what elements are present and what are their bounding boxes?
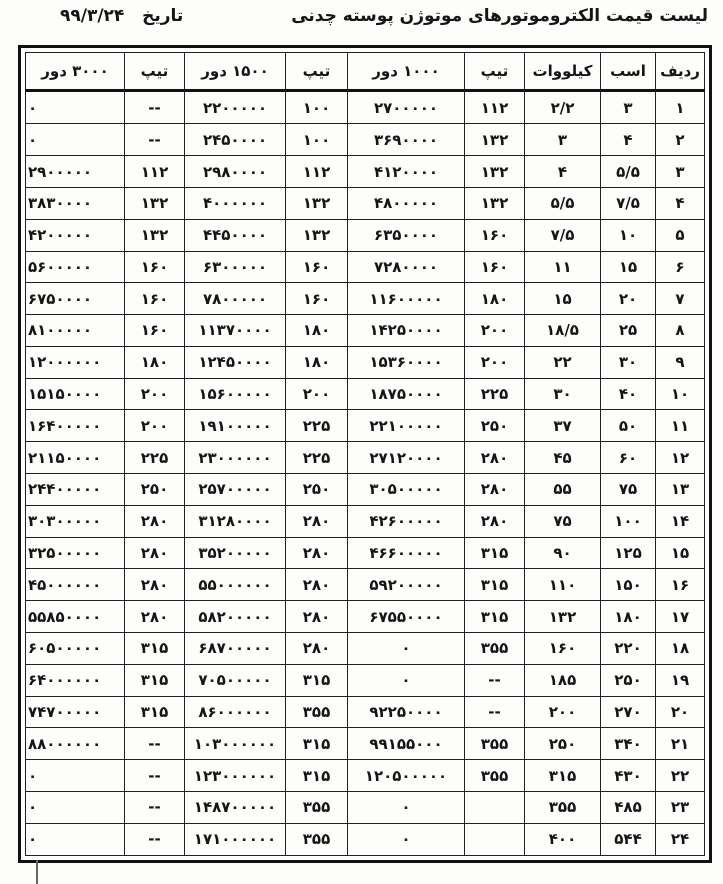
cell-row-index: ۳	[656, 156, 705, 188]
cell-frame-3000rpm: ۲۸۰	[125, 601, 185, 633]
cell-row-index: ۱۷	[656, 601, 705, 633]
cell-horsepower: ۲۰	[601, 283, 656, 315]
cell-frame-1000rpm: ۳۵۵	[465, 728, 525, 760]
cell-frame-1500rpm: ۲۰۰	[286, 378, 348, 410]
cell-price-1500rpm: ۶۳۰۰۰۰۰	[185, 251, 286, 283]
column-header-price-1500rpm: ۱۵۰۰ دور	[185, 53, 286, 91]
cell-row-index: ۱۲	[656, 442, 705, 474]
cell-kilowatt: ۴۵	[525, 442, 601, 474]
cell-horsepower: ۳	[601, 91, 656, 124]
cell-price-1000rpm: ۰	[348, 664, 465, 696]
cell-row-index: ۲۰	[656, 696, 705, 728]
table-row	[26, 442, 705, 474]
cell-frame-1000rpm: ۳۱۵	[465, 601, 525, 633]
cell-price-1000rpm: ۱۴۲۵۰۰۰۰	[348, 315, 465, 347]
cell-kilowatt: ۲۲	[525, 346, 601, 378]
cell-kilowatt: ۱۳۲	[525, 601, 601, 633]
cell-price-1000rpm: ۴۲۶۰۰۰۰۰	[348, 505, 465, 537]
cell-price-3000rpm: ۰	[26, 124, 125, 156]
cell-horsepower: ۷۵	[601, 474, 656, 506]
cell-horsepower: ۳۴۰	[601, 728, 656, 760]
cell-frame-3000rpm: --	[125, 823, 185, 855]
cell-price-1500rpm: ۸۶۰۰۰۰۰۰	[185, 696, 286, 728]
cell-price-3000rpm: ۸۸۰۰۰۰۰۰	[26, 728, 125, 760]
table-row	[26, 760, 705, 792]
cell-kilowatt: ۱۶۰	[525, 633, 601, 665]
table-row	[26, 315, 705, 347]
cell-kilowatt: ۹۰	[525, 537, 601, 569]
cell-price-1000rpm: ۱۵۳۶۰۰۰۰	[348, 346, 465, 378]
cell-frame-1500rpm: ۳۵۵	[286, 823, 348, 855]
cell-row-index: ۱۰	[656, 378, 705, 410]
table-row	[26, 124, 705, 156]
table-row	[26, 792, 705, 824]
cell-horsepower: ۱۸۰	[601, 601, 656, 633]
cell-frame-1000rpm: ۲۸۰	[465, 505, 525, 537]
cell-price-1500rpm: ۲۴۵۰۰۰۰	[185, 124, 286, 156]
cell-row-index: ۱	[656, 91, 705, 124]
table-row	[26, 219, 705, 251]
cell-price-1500rpm: ۳۱۲۸۰۰۰۰	[185, 505, 286, 537]
cell-frame-3000rpm: ۱۱۲	[125, 156, 185, 188]
cell-row-index: ۲۴	[656, 823, 705, 855]
cell-price-3000rpm: ۱۵۱۵۰۰۰۰	[26, 378, 125, 410]
cell-kilowatt: ۳۵۵	[525, 792, 601, 824]
cell-horsepower: ۴۸۵	[601, 792, 656, 824]
cell-kilowatt: ۷۵	[525, 505, 601, 537]
cell-kilowatt: ۳۰	[525, 378, 601, 410]
cell-price-1500rpm: ۱۹۱۰۰۰۰۰	[185, 410, 286, 442]
cell-price-1500rpm: ۲۵۷۰۰۰۰۰	[185, 474, 286, 506]
cell-frame-1500rpm: ۲۸۰	[286, 569, 348, 601]
cell-row-index: ۲۲	[656, 760, 705, 792]
cell-kilowatt: ۳	[525, 124, 601, 156]
cell-price-3000rpm: ۲۱۱۵۰۰۰۰	[26, 442, 125, 474]
cell-price-1500rpm: ۱۵۶۰۰۰۰۰	[185, 378, 286, 410]
table-row	[26, 474, 705, 506]
cell-price-1500rpm: ۱۰۳۰۰۰۰۰۰	[185, 728, 286, 760]
table-row	[26, 569, 705, 601]
cell-frame-1500rpm: ۲۸۰	[286, 537, 348, 569]
table-row	[26, 633, 705, 665]
cell-horsepower: ۷/۵	[601, 187, 656, 219]
cell-price-1500rpm: ۷۸۰۰۰۰۰	[185, 283, 286, 315]
cell-frame-3000rpm: ۲۲۵	[125, 442, 185, 474]
cell-price-1000rpm: ۹۲۲۵۰۰۰۰	[348, 696, 465, 728]
cell-frame-1000rpm: ۱۳۲	[465, 187, 525, 219]
cell-frame-1500rpm: ۲۸۰	[286, 633, 348, 665]
table-row	[26, 696, 705, 728]
cell-frame-1500rpm: ۲۲۵	[286, 410, 348, 442]
cell-price-3000rpm: ۱۶۴۰۰۰۰۰	[26, 410, 125, 442]
cell-frame-3000rpm: --	[125, 792, 185, 824]
cell-frame-3000rpm: ۲۵۰	[125, 474, 185, 506]
cell-kilowatt: ۲۰۰	[525, 696, 601, 728]
cell-price-3000rpm: ۳۰۳۰۰۰۰۰	[26, 505, 125, 537]
cell-horsepower: ۲۷۰	[601, 696, 656, 728]
cell-frame-3000rpm: ۲۰۰	[125, 410, 185, 442]
table-row	[26, 91, 705, 124]
column-header-kilowatt: کیلووات	[525, 53, 601, 91]
cell-price-1000rpm: ۰	[348, 823, 465, 855]
table-header-row	[26, 53, 705, 91]
cell-price-1000rpm: ۱۸۷۵۰۰۰۰	[348, 378, 465, 410]
cell-price-1000rpm: ۲۲۱۰۰۰۰۰	[348, 410, 465, 442]
cell-kilowatt: ۲/۲	[525, 91, 601, 124]
column-header-row-index: ردیف	[656, 53, 705, 91]
cell-price-3000rpm: ۰	[26, 823, 125, 855]
table-row	[26, 283, 705, 315]
cell-frame-3000rpm: --	[125, 91, 185, 124]
cell-price-3000rpm: ۲۴۴۰۰۰۰۰	[26, 474, 125, 506]
cell-row-index: ۱۸	[656, 633, 705, 665]
cell-frame-1500rpm: ۱۶۰	[286, 283, 348, 315]
cell-horsepower: ۴	[601, 124, 656, 156]
date-value: ۹۹/۳/۲۴	[60, 6, 125, 26]
cell-frame-1000rpm: --	[465, 664, 525, 696]
cell-kilowatt: ۴	[525, 156, 601, 188]
cell-kilowatt: ۳۷	[525, 410, 601, 442]
cell-price-1500rpm: ۱۲۳۰۰۰۰۰۰	[185, 760, 286, 792]
cell-kilowatt: ۱۵	[525, 283, 601, 315]
cell-price-1000rpm: ۲۷۱۲۰۰۰۰	[348, 442, 465, 474]
cell-frame-3000rpm: ۳۱۵	[125, 664, 185, 696]
cell-row-index: ۸	[656, 315, 705, 347]
column-header-frame-3000rpm: تیپ	[125, 53, 185, 91]
table-row	[26, 156, 705, 188]
cell-frame-1000rpm	[465, 792, 525, 824]
cell-kilowatt: ۵۵	[525, 474, 601, 506]
column-header-frame-1000rpm: تیپ	[465, 53, 525, 91]
cell-frame-3000rpm: ۱۶۰	[125, 251, 185, 283]
cell-frame-1500rpm: ۱۸۰	[286, 315, 348, 347]
cell-price-3000rpm: ۳۸۳۰۰۰۰	[26, 187, 125, 219]
cell-price-3000rpm: ۶۷۵۰۰۰۰	[26, 283, 125, 315]
cell-horsepower: ۱۰	[601, 219, 656, 251]
cell-frame-3000rpm: ۲۰۰	[125, 378, 185, 410]
cell-frame-1000rpm: ۳۱۵	[465, 537, 525, 569]
cell-frame-3000rpm: ۲۸۰	[125, 505, 185, 537]
cell-price-1000rpm: ۱۲۰۵۰۰۰۰۰	[348, 760, 465, 792]
cell-kilowatt: ۱۸/۵	[525, 315, 601, 347]
cell-horsepower: ۵۴۴	[601, 823, 656, 855]
cell-price-1000rpm: ۶۳۵۰۰۰۰	[348, 219, 465, 251]
cell-kilowatt: ۱۸۵	[525, 664, 601, 696]
column-header-frame-1500rpm: تیپ	[286, 53, 348, 91]
cell-frame-1500rpm: ۳۵۵	[286, 696, 348, 728]
cell-price-1500rpm: ۲۹۸۰۰۰۰	[185, 156, 286, 188]
date-stamp	[60, 6, 183, 26]
cell-frame-1500rpm: ۲۲۵	[286, 442, 348, 474]
column-header-price-3000rpm: ۳۰۰۰ دور	[26, 53, 125, 91]
cell-row-index: ۴	[656, 187, 705, 219]
cell-kilowatt: ۴۰۰	[525, 823, 601, 855]
cell-horsepower: ۶۰	[601, 442, 656, 474]
table-row	[26, 664, 705, 696]
cell-frame-1000rpm: ۳۵۵	[465, 633, 525, 665]
page-margin-line	[36, 860, 38, 884]
cell-row-index: ۹	[656, 346, 705, 378]
cell-frame-3000rpm: ۱۶۰	[125, 315, 185, 347]
cell-row-index: ۱۳	[656, 474, 705, 506]
cell-price-1000rpm: ۱۱۶۰۰۰۰۰	[348, 283, 465, 315]
cell-horsepower: ۱۵۰	[601, 569, 656, 601]
cell-horsepower: ۵۰	[601, 410, 656, 442]
cell-price-3000rpm: ۴۵۰۰۰۰۰۰	[26, 569, 125, 601]
cell-price-1000rpm: ۳۰۵۰۰۰۰۰	[348, 474, 465, 506]
cell-price-3000rpm: ۶۴۰۰۰۰۰۰	[26, 664, 125, 696]
cell-price-1500rpm: ۵۸۲۰۰۰۰۰	[185, 601, 286, 633]
cell-frame-1500rpm: ۲۸۰	[286, 601, 348, 633]
cell-frame-1500rpm: ۱۰۰	[286, 124, 348, 156]
cell-row-index: ۷	[656, 283, 705, 315]
cell-frame-3000rpm: ۲۸۰	[125, 537, 185, 569]
cell-frame-1000rpm: ۲۰۰	[465, 315, 525, 347]
cell-frame-1000rpm	[465, 823, 525, 855]
cell-frame-1000rpm: ۱۳۲	[465, 156, 525, 188]
cell-price-1000rpm: ۴۶۶۰۰۰۰۰	[348, 537, 465, 569]
cell-price-1000rpm: ۰	[348, 633, 465, 665]
cell-row-index: ۱۵	[656, 537, 705, 569]
table-row	[26, 346, 705, 378]
column-header-horsepower: اسب	[601, 53, 656, 91]
table-row	[26, 187, 705, 219]
cell-frame-1000rpm: ۲۲۵	[465, 378, 525, 410]
cell-price-3000rpm: ۰	[26, 760, 125, 792]
table-row	[26, 823, 705, 855]
cell-frame-3000rpm: ۱۸۰	[125, 346, 185, 378]
cell-row-index: ۲۱	[656, 728, 705, 760]
cell-price-3000rpm: ۵۵۸۵۰۰۰۰	[26, 601, 125, 633]
cell-row-index: ۵	[656, 219, 705, 251]
cell-frame-1500rpm: ۱۱۲	[286, 156, 348, 188]
cell-price-3000rpm: ۸۱۰۰۰۰۰	[26, 315, 125, 347]
cell-horsepower: ۲۵۰	[601, 664, 656, 696]
cell-price-3000rpm: ۳۲۵۰۰۰۰۰	[26, 537, 125, 569]
cell-price-1500rpm: ۱۴۸۷۰۰۰۰۰	[185, 792, 286, 824]
cell-frame-1000rpm: ۲۸۰	[465, 474, 525, 506]
cell-frame-1000rpm: ۱۸۰	[465, 283, 525, 315]
cell-row-index: ۱۶	[656, 569, 705, 601]
cell-frame-1500rpm: ۱۳۲	[286, 187, 348, 219]
cell-frame-1500rpm: ۳۱۵	[286, 664, 348, 696]
cell-row-index: ۱۱	[656, 410, 705, 442]
cell-frame-1500rpm: ۳۱۵	[286, 760, 348, 792]
column-header-price-1000rpm: ۱۰۰۰ دور	[348, 53, 465, 91]
cell-frame-1500rpm: ۲۸۰	[286, 505, 348, 537]
cell-price-3000rpm: ۵۶۰۰۰۰۰	[26, 251, 125, 283]
cell-kilowatt: ۳۱۵	[525, 760, 601, 792]
cell-price-1000rpm: ۴۸۰۰۰۰۰	[348, 187, 465, 219]
cell-price-1000rpm: ۳۶۹۰۰۰۰	[348, 124, 465, 156]
cell-frame-1000rpm: ۱۳۲	[465, 124, 525, 156]
cell-frame-3000rpm: ۳۱۵	[125, 633, 185, 665]
cell-frame-3000rpm: ۱۳۲	[125, 219, 185, 251]
cell-price-3000rpm: ۰	[26, 792, 125, 824]
table-row	[26, 537, 705, 569]
table-row	[26, 378, 705, 410]
cell-frame-1500rpm: ۱۳۲	[286, 219, 348, 251]
cell-frame-3000rpm: ۲۸۰	[125, 569, 185, 601]
cell-frame-1000rpm: ۳۱۵	[465, 569, 525, 601]
cell-price-1500rpm: ۴۰۰۰۰۰۰	[185, 187, 286, 219]
cell-price-1500rpm: ۲۲۰۰۰۰۰	[185, 91, 286, 124]
date-label: تاریخ	[142, 6, 184, 26]
cell-frame-1000rpm: --	[465, 696, 525, 728]
price-table	[25, 52, 705, 856]
cell-frame-1000rpm: ۱۶۰	[465, 219, 525, 251]
cell-price-1000rpm: ۰	[348, 792, 465, 824]
table-row	[26, 251, 705, 283]
cell-price-1000rpm: ۷۲۸۰۰۰۰	[348, 251, 465, 283]
cell-row-index: ۱۴	[656, 505, 705, 537]
cell-price-3000rpm: ۶۰۵۰۰۰۰۰	[26, 633, 125, 665]
cell-frame-3000rpm: ۱۶۰	[125, 283, 185, 315]
cell-horsepower: ۴۳۰	[601, 760, 656, 792]
cell-price-1500rpm: ۴۴۵۰۰۰۰	[185, 219, 286, 251]
table-row	[26, 728, 705, 760]
cell-price-3000rpm: ۴۲۰۰۰۰۰	[26, 219, 125, 251]
cell-frame-3000rpm: --	[125, 728, 185, 760]
cell-price-3000rpm: ۲۹۰۰۰۰۰	[26, 156, 125, 188]
cell-price-1500rpm: ۱۱۳۷۰۰۰۰	[185, 315, 286, 347]
cell-frame-3000rpm: ۳۱۵	[125, 696, 185, 728]
cell-price-3000rpm: ۱۲۰۰۰۰۰۰	[26, 346, 125, 378]
cell-price-1500rpm: ۱۲۴۵۰۰۰۰	[185, 346, 286, 378]
cell-kilowatt: ۷/۵	[525, 219, 601, 251]
cell-row-index: ۲	[656, 124, 705, 156]
table-body	[26, 91, 705, 856]
cell-row-index: ۶	[656, 251, 705, 283]
cell-kilowatt: ۱۱۰	[525, 569, 601, 601]
cell-frame-1000rpm: ۲۰۰	[465, 346, 525, 378]
cell-frame-1500rpm: ۳۵۵	[286, 792, 348, 824]
cell-horsepower: ۲۲۰	[601, 633, 656, 665]
page-title: لیست قیمت الکتروموتورهای موتوژن پوسته چدنی	[291, 6, 708, 26]
cell-frame-3000rpm: --	[125, 124, 185, 156]
cell-frame-1500rpm: ۱۰۰	[286, 91, 348, 124]
cell-horsepower: ۴۰	[601, 378, 656, 410]
table-row	[26, 601, 705, 633]
document-header	[30, 0, 710, 40]
cell-frame-1000rpm: ۱۱۲	[465, 91, 525, 124]
cell-price-1500rpm: ۷۰۵۰۰۰۰۰	[185, 664, 286, 696]
cell-row-index: ۲۳	[656, 792, 705, 824]
cell-kilowatt: ۲۵۰	[525, 728, 601, 760]
cell-frame-3000rpm: ۱۳۲	[125, 187, 185, 219]
table-row	[26, 410, 705, 442]
cell-horsepower: ۲۵	[601, 315, 656, 347]
cell-frame-1000rpm: ۳۵۵	[465, 760, 525, 792]
price-table-frame	[18, 45, 712, 863]
cell-frame-1500rpm: ۱۶۰	[286, 251, 348, 283]
cell-frame-1500rpm: ۱۸۰	[286, 346, 348, 378]
cell-price-1500rpm: ۵۵۰۰۰۰۰۰	[185, 569, 286, 601]
cell-price-1500rpm: ۲۳۰۰۰۰۰۰	[185, 442, 286, 474]
cell-frame-1000rpm: ۲۵۰	[465, 410, 525, 442]
cell-price-3000rpm: ۰	[26, 91, 125, 124]
cell-horsepower: ۱۰۰	[601, 505, 656, 537]
cell-row-index: ۱۹	[656, 664, 705, 696]
cell-price-1000rpm: ۵۹۲۰۰۰۰۰	[348, 569, 465, 601]
cell-kilowatt: ۵/۵	[525, 187, 601, 219]
cell-price-1000rpm: ۶۷۵۵۰۰۰۰	[348, 601, 465, 633]
cell-price-1500rpm: ۶۸۷۰۰۰۰۰	[185, 633, 286, 665]
cell-price-3000rpm: ۷۴۷۰۰۰۰۰	[26, 696, 125, 728]
cell-horsepower: ۳۰	[601, 346, 656, 378]
cell-frame-1000rpm: ۱۶۰	[465, 251, 525, 283]
cell-price-1500rpm: ۱۷۱۰۰۰۰۰۰	[185, 823, 286, 855]
cell-frame-3000rpm: --	[125, 760, 185, 792]
cell-frame-1000rpm: ۲۸۰	[465, 442, 525, 474]
table-row	[26, 505, 705, 537]
cell-horsepower: ۱۲۵	[601, 537, 656, 569]
cell-price-1000rpm: ۴۱۲۰۰۰۰	[348, 156, 465, 188]
cell-price-1500rpm: ۳۵۲۰۰۰۰۰	[185, 537, 286, 569]
cell-price-1000rpm: ۹۹۱۵۵۰۰۰	[348, 728, 465, 760]
cell-kilowatt: ۱۱	[525, 251, 601, 283]
cell-frame-1500rpm: ۳۱۵	[286, 728, 348, 760]
cell-frame-1500rpm: ۲۵۰	[286, 474, 348, 506]
cell-horsepower: ۵/۵	[601, 156, 656, 188]
cell-horsepower: ۱۵	[601, 251, 656, 283]
cell-price-1000rpm: ۲۷۰۰۰۰۰	[348, 91, 465, 124]
